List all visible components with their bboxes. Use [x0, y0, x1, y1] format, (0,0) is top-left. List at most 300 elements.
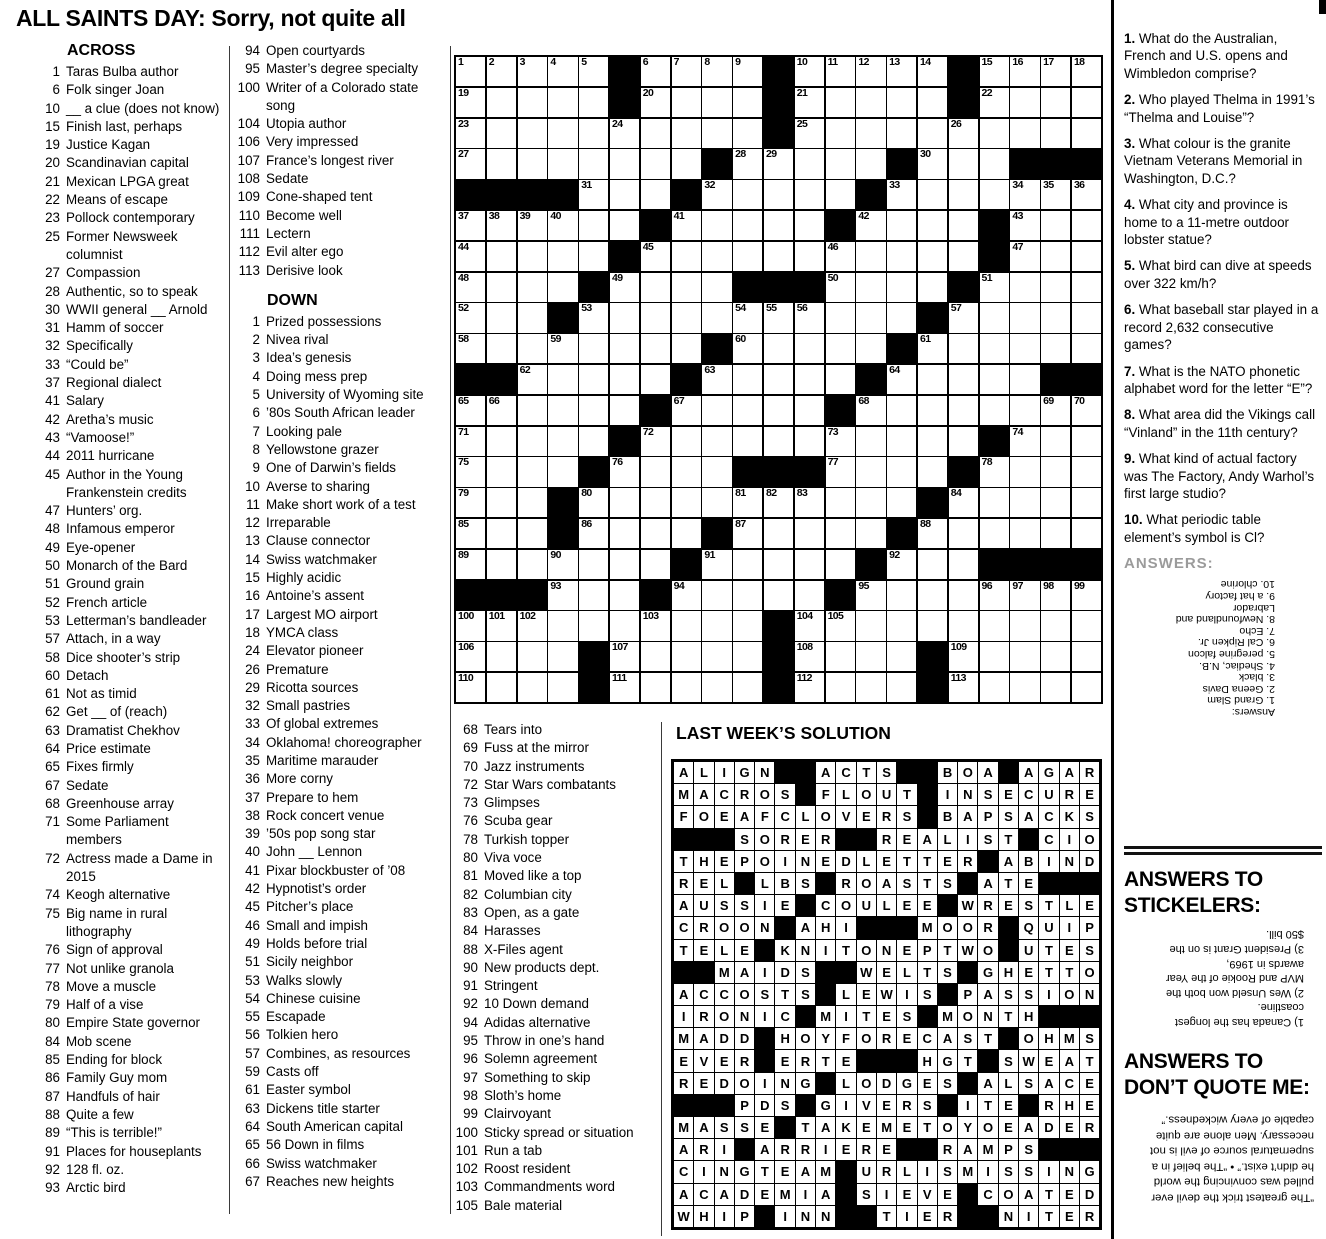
clue-number: 22 — [45, 192, 60, 208]
solution-cell: A — [816, 1117, 835, 1138]
clue-item — [36, 1051, 226, 1069]
question-text: What is the NATO phonetic alphabet word for the letter “E”? — [1124, 363, 1313, 396]
solution-cell: T — [857, 762, 876, 783]
grid-cell — [887, 273, 916, 302]
grid-cell-black — [579, 673, 608, 702]
grid-cell — [1072, 396, 1101, 425]
clue-item — [236, 1045, 445, 1063]
clue-text: Elevator pioneer — [266, 643, 364, 659]
grid-cell-number: 78 — [981, 456, 993, 469]
grid-cell — [856, 88, 885, 117]
solution-cell-black — [999, 762, 1018, 783]
solution-cell: B — [938, 806, 957, 827]
clue-number: 32 — [45, 338, 60, 354]
clue-text: Dramatist Chekhov — [66, 722, 180, 738]
grid-cell — [518, 211, 547, 240]
clue-number: 50 — [45, 558, 60, 574]
clue-item — [454, 1105, 658, 1123]
solution-cell: R — [836, 873, 855, 894]
solution-cell: G — [735, 762, 754, 783]
clue-text: Become well — [266, 207, 342, 223]
clue-item — [236, 225, 445, 243]
grid-cell-black — [918, 488, 947, 517]
grid-cell — [518, 673, 547, 702]
solution-cell: I — [755, 895, 774, 916]
grid-cell — [918, 88, 947, 117]
solution-cell-black — [1080, 1139, 1099, 1160]
clue-number: 112 — [238, 244, 260, 260]
clue-text: Justice Kagan — [66, 137, 151, 153]
clue-number: 12 — [245, 515, 260, 531]
solution-cell: R — [694, 1139, 713, 1160]
grid-cell — [1041, 642, 1070, 671]
solution-cell-black — [796, 784, 815, 805]
clue-item — [454, 831, 658, 849]
clue-item — [236, 349, 445, 367]
grid-cell-number: 9 — [735, 56, 741, 68]
grid-cell — [579, 427, 608, 456]
column-divider-3 — [661, 722, 662, 1236]
clue-number: 13 — [245, 533, 260, 549]
solution-cell: E — [918, 895, 937, 916]
clue-number: 100 — [455, 1124, 478, 1140]
grid-cell-black — [1072, 365, 1101, 394]
grid-cell — [672, 673, 701, 702]
clue-item — [36, 1088, 226, 1106]
solution-cell: C — [715, 984, 734, 1005]
solution-cell: O — [1060, 984, 1079, 1005]
solution-cell: E — [775, 1050, 794, 1071]
clue-text: Rock concert venue — [266, 807, 385, 823]
grid-cell-number: 15 — [981, 56, 993, 68]
grid-cell — [702, 488, 731, 517]
grid-cell — [949, 303, 978, 332]
grid-cell — [733, 88, 762, 117]
solution-cell: R — [897, 1095, 916, 1116]
clue-item — [36, 100, 226, 118]
clue-item — [36, 337, 226, 355]
clue-text: Casts off — [266, 1064, 319, 1080]
question-number: 2. — [1124, 92, 1139, 108]
solution-cell: S — [897, 873, 916, 894]
grid-cell — [764, 211, 793, 240]
clue-item — [36, 356, 226, 374]
solution-cell: P — [918, 940, 937, 961]
grid-cell — [1072, 427, 1101, 456]
clue-number: 3 — [252, 350, 260, 366]
solution-cell: U — [877, 784, 896, 805]
grid-cell — [610, 642, 639, 671]
grid-cell-number: 12 — [858, 56, 869, 68]
solution-cell: S — [715, 895, 734, 916]
solution-cell: L — [897, 1161, 916, 1182]
solution-cell: E — [918, 1073, 937, 1094]
clue-number: 87 — [45, 1088, 60, 1104]
grid-cell-number: 50 — [827, 271, 839, 284]
grid-cell — [980, 334, 1009, 363]
clue-text: Averse to sharing — [266, 478, 370, 494]
solution-cell: L — [1060, 895, 1079, 916]
clue-text: John __ Lennon — [266, 844, 363, 860]
grid-cell-black — [887, 519, 916, 548]
clue-number: 33 — [245, 716, 260, 732]
solution-cell: E — [877, 1139, 896, 1160]
stickelers-answer-line: 2) Wes Unseld won both the — [1166, 986, 1304, 999]
solution-cell: A — [816, 762, 835, 783]
grid-cell-number: 21 — [796, 86, 808, 99]
clue-number: 92 — [45, 1161, 60, 1177]
grid-cell-number: 83 — [796, 487, 808, 500]
grid-cell-black — [733, 273, 762, 302]
grid-cell — [579, 611, 608, 640]
sidebar-bottom-section — [1124, 846, 1322, 1205]
clue-item — [236, 624, 445, 642]
clue-text: Prepare to hem — [266, 789, 359, 805]
grid-cell-number: 19 — [458, 86, 469, 99]
solution-cell: T — [674, 940, 693, 961]
grid-cell — [949, 673, 978, 702]
grid-cell-number: 20 — [642, 86, 654, 99]
grid-cell — [949, 365, 978, 394]
clue-text: 10 Down demand — [484, 996, 589, 1012]
grid-cell — [1010, 519, 1039, 548]
clue-text: Swiss watchmaker — [266, 1155, 377, 1171]
clue-item — [36, 1069, 226, 1087]
trivia-answer-line: 2. Geena Davis — [1202, 683, 1275, 696]
grid-cell — [795, 519, 824, 548]
solution-cell: B — [938, 762, 957, 783]
grid-cell-number: 103 — [642, 610, 659, 623]
clue-text: Largest MO airport — [266, 606, 378, 622]
grid-cell-number: 110 — [458, 671, 474, 684]
clue-number: 66 — [245, 1155, 260, 1171]
grid-cell-number: 100 — [458, 610, 474, 623]
solution-cell: E — [755, 1117, 774, 1138]
solution-cell: N — [999, 1206, 1018, 1227]
solution-cell: A — [999, 851, 1018, 872]
clue-number: 75 — [45, 905, 60, 921]
solution-cell: P — [999, 1139, 1018, 1160]
solution-cell: O — [796, 1028, 815, 1049]
grid-cell — [795, 88, 824, 117]
dont-quote-answer-line: necessary. Men alone are quite — [1155, 1129, 1314, 1142]
grid-cell — [1072, 273, 1101, 302]
clue-number: 1 — [252, 313, 260, 329]
solution-cell: A — [674, 762, 693, 783]
solution-cell: G — [816, 1095, 835, 1116]
grid-cell-number: 36 — [1073, 179, 1085, 192]
grid-cell — [856, 119, 885, 148]
solution-cell: P — [978, 806, 997, 827]
solution-cell: S — [857, 1184, 876, 1205]
grid-cell — [1041, 581, 1070, 610]
solution-cell: M — [715, 962, 734, 983]
grid-cell — [610, 488, 639, 517]
clue-text: 128 fl. oz. — [66, 1161, 125, 1177]
trivia-answer-line: Answers: — [1231, 706, 1275, 719]
grid-cell-number: 90 — [550, 548, 561, 561]
clue-text: Family Guy mom — [66, 1070, 168, 1086]
solution-cell: S — [938, 873, 957, 894]
clue-item — [36, 1124, 226, 1142]
clue-text: Open courtyards — [266, 43, 365, 58]
grid-cell-black — [579, 457, 608, 486]
grid-cell — [610, 273, 639, 302]
solution-cell: A — [958, 806, 977, 827]
clue-item — [236, 243, 445, 261]
clue-number: 45 — [45, 466, 60, 482]
grid-cell — [579, 119, 608, 148]
solution-cell: E — [715, 851, 734, 872]
grid-cell — [733, 303, 762, 332]
grid-cell — [980, 457, 1009, 486]
grid-cell — [795, 303, 824, 332]
clue-text: Evil alter ego — [266, 244, 344, 260]
grid-cell — [702, 180, 731, 209]
trivia-question — [1124, 135, 1320, 187]
solution-cell: V — [836, 806, 855, 827]
clue-number: 71 — [45, 814, 60, 830]
grid-cell — [1041, 427, 1070, 456]
clue-item — [236, 990, 445, 1008]
grid-cell-number: 99 — [1073, 579, 1085, 592]
grid-cell-number: 112 — [796, 671, 812, 684]
grid-cell — [826, 673, 855, 702]
solution-cell: A — [1019, 1184, 1038, 1205]
grid-cell-number: 111 — [611, 671, 627, 684]
grid-cell — [826, 334, 855, 363]
grid-cell-black — [518, 180, 547, 209]
grid-cell — [918, 180, 947, 209]
grid-cell — [1041, 119, 1070, 148]
clue-item — [36, 81, 226, 99]
solution-cell: S — [1080, 806, 1099, 827]
question-number: 1. — [1124, 31, 1139, 46]
grid-cell-number: 94 — [673, 579, 685, 592]
solution-cell-black — [836, 962, 855, 983]
grid-cell-number: 45 — [642, 240, 654, 253]
solution-cell: O — [857, 784, 876, 805]
grid-cell — [795, 334, 824, 363]
grid-cell — [672, 488, 701, 517]
clue-item — [236, 368, 445, 386]
solution-cell: I — [715, 762, 734, 783]
grid-cell — [733, 396, 762, 425]
solution-cell: C — [775, 1006, 794, 1027]
grid-cell — [918, 365, 947, 394]
clue-text: Walks slowly — [266, 972, 343, 988]
clue-item — [236, 1008, 445, 1026]
grid-cell — [1072, 88, 1101, 117]
clue-item — [36, 777, 226, 795]
grid-cell-number: 75 — [458, 456, 469, 469]
clue-text: Adidas alternative — [484, 1014, 591, 1030]
grid-cell — [702, 457, 731, 486]
dont-quote-heading: ANSWERS TO DON’T QUOTE ME: — [1124, 1050, 1310, 1100]
grid-cell — [826, 273, 855, 302]
clue-number: 100 — [237, 79, 260, 95]
solution-cell: U — [1019, 940, 1038, 961]
solution-cell: M — [938, 1006, 957, 1027]
stickelers-answer-line: $50 bill. — [1266, 928, 1304, 941]
grid-cell-black — [764, 611, 793, 640]
solution-cell: N — [775, 1073, 794, 1094]
solution-cell: H — [1060, 1095, 1079, 1116]
solution-cell: W — [958, 940, 977, 961]
grid-cell — [918, 396, 947, 425]
clue-item — [36, 630, 226, 648]
clue-item — [236, 459, 445, 477]
clue-item — [36, 758, 226, 776]
clue-number: 6 — [52, 82, 60, 98]
solution-cell: E — [877, 962, 896, 983]
clue-text: Maritime marauder — [266, 752, 379, 768]
clue-number: 35 — [245, 752, 260, 768]
solution-cell: E — [694, 1073, 713, 1094]
grid-cell — [672, 457, 701, 486]
grid-cell — [795, 427, 824, 456]
grid-cell-number: 17 — [1043, 56, 1054, 68]
clue-number: 78 — [463, 831, 478, 847]
grid-cell — [641, 519, 670, 548]
clue-text: Swiss watchmaker — [266, 551, 377, 567]
clue-text: Move a muscle — [66, 978, 157, 994]
solution-cell: R — [1080, 1117, 1099, 1138]
grid-cell-number: 26 — [950, 117, 962, 130]
grid-cell — [733, 242, 762, 271]
solution-cell: S — [1019, 895, 1038, 916]
clue-item — [36, 594, 226, 612]
grid-cell-number: 68 — [858, 394, 869, 407]
solution-cell: M — [918, 917, 937, 938]
solution-cell: H — [918, 1050, 937, 1071]
solution-cell: S — [715, 1117, 734, 1138]
clue-text: Solemn agreement — [484, 1051, 598, 1067]
solution-cell: A — [978, 1073, 997, 1094]
clue-text: New products dept. — [484, 959, 600, 975]
grid-cell — [980, 611, 1009, 640]
grid-cell — [672, 642, 701, 671]
stickelers-answer-line: MVP and Rookie of the Year — [1165, 972, 1304, 985]
clue-text: Letterman’s bandleader — [66, 612, 207, 628]
grid-cell — [579, 149, 608, 178]
grid-cell-black — [795, 273, 824, 302]
solution-cell: N — [958, 784, 977, 805]
solution-cell-black — [918, 1139, 937, 1160]
solution-cell: O — [715, 1006, 734, 1027]
solution-cell: R — [816, 829, 835, 850]
across-clue-list-continued — [236, 42, 445, 280]
solution-cell: P — [735, 851, 754, 872]
grid-cell-number: 106 — [458, 641, 474, 654]
solution-cell: D — [877, 1073, 896, 1094]
trivia-question — [1124, 91, 1320, 126]
solution-cell: F — [674, 806, 693, 827]
clue-number: 29 — [245, 679, 260, 695]
clue-text: More corny — [266, 771, 333, 787]
stickelers-answer-line: 1) Canada has the longest — [1174, 1016, 1304, 1029]
trivia-question — [1124, 363, 1320, 398]
solution-cell: O — [857, 873, 876, 894]
solution-cell-black — [897, 1050, 916, 1071]
clue-number: 43 — [45, 429, 60, 445]
clue-text: Taras Bulba author — [66, 64, 179, 79]
grid-cell — [487, 57, 516, 86]
clue-item — [454, 995, 658, 1013]
grid-cell — [949, 334, 978, 363]
clue-number: 17 — [245, 606, 260, 622]
solution-cell-black — [938, 895, 957, 916]
grid-cell — [610, 211, 639, 240]
grid-cell — [795, 550, 824, 579]
grid-cell — [795, 611, 824, 640]
grid-cell — [1041, 211, 1070, 240]
grid-cell — [826, 427, 855, 456]
grid-cell — [672, 242, 701, 271]
solution-cell: U — [1039, 917, 1058, 938]
solution-cell-black — [978, 851, 997, 872]
clue-number: 2 — [252, 332, 260, 348]
grid-cell — [949, 581, 978, 610]
solution-cell: A — [1060, 762, 1079, 783]
solution-cell: I — [836, 917, 855, 938]
clue-item — [36, 1161, 226, 1179]
clue-number: 15 — [245, 570, 260, 586]
clue-number: 56 — [245, 1027, 260, 1043]
grid-cell-number: 71 — [458, 425, 469, 438]
grid-cell-black — [764, 119, 793, 148]
grid-cell-black — [826, 211, 855, 240]
solution-cell: T — [1039, 1206, 1058, 1227]
grid-cell — [487, 550, 516, 579]
clue-item — [236, 331, 445, 349]
clue-number: 82 — [463, 886, 478, 902]
grid-cell — [487, 642, 516, 671]
clue-text: Bale material — [484, 1197, 563, 1213]
clue-item — [236, 972, 445, 990]
solution-cell: E — [999, 1117, 1018, 1138]
clue-number: 63 — [245, 1100, 260, 1116]
solution-cell: S — [796, 962, 815, 983]
solution-cell: A — [735, 806, 754, 827]
grid-cell — [487, 457, 516, 486]
solution-cell: O — [857, 1028, 876, 1049]
grid-cell — [887, 242, 916, 271]
grid-cell — [487, 273, 516, 302]
clue-number: 55 — [245, 1009, 260, 1025]
grid-cell-black — [826, 581, 855, 610]
clue-number: 67 — [245, 1173, 260, 1189]
grid-cell-number: 60 — [735, 333, 746, 346]
grid-cell — [733, 119, 762, 148]
grid-cell — [456, 642, 485, 671]
solution-cell-black — [958, 962, 977, 983]
grid-cell-number: 22 — [981, 86, 993, 99]
solution-cell-black — [836, 829, 855, 850]
grid-cell — [856, 642, 885, 671]
solution-cell: S — [938, 1161, 957, 1182]
clue-number: 89 — [45, 1125, 60, 1141]
grid-cell-black — [764, 457, 793, 486]
clue-text: “This is terrible!” — [66, 1125, 162, 1141]
grid-cell — [548, 149, 577, 178]
grid-cell — [548, 550, 577, 579]
clue-item — [454, 1014, 658, 1032]
clue-item — [454, 1197, 658, 1215]
clue-text: Dice shooter’s strip — [66, 649, 181, 665]
clue-item — [36, 447, 226, 465]
grid-cell — [1010, 611, 1039, 640]
